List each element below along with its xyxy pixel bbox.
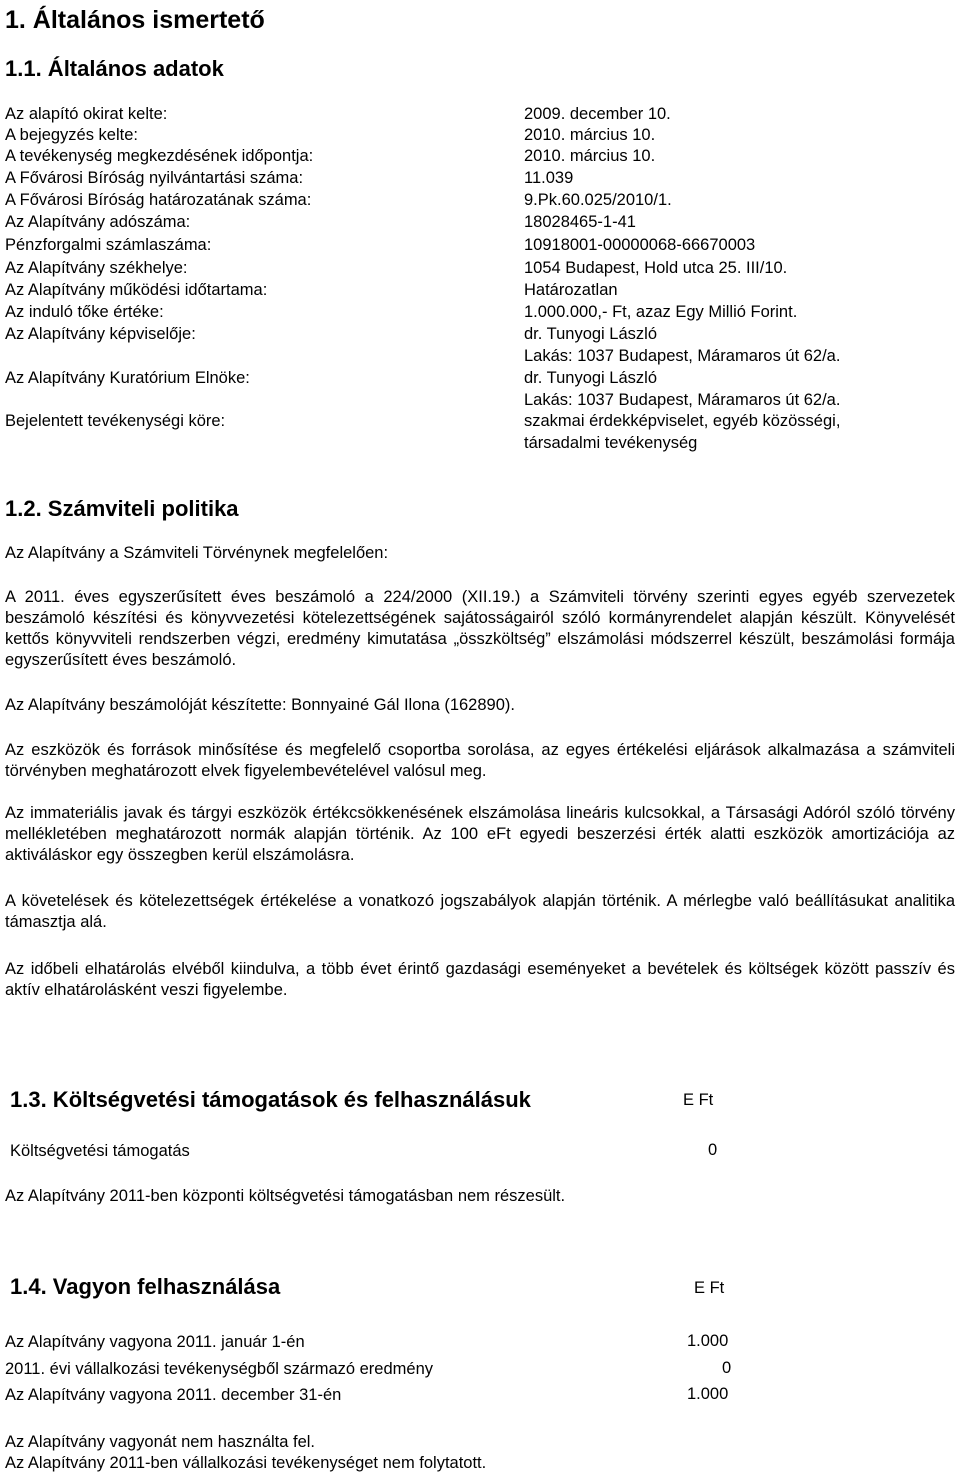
representative-row (5, 324, 955, 368)
row-label: Az alapító okirat kelte: (5, 105, 168, 123)
row-value: 2009. december 10. (524, 105, 671, 123)
asset-row-label: 2011. évi vállalkozási tevékenységből származó eredmény (5, 1360, 434, 1378)
asset-row-value: 1.000 (687, 1385, 729, 1403)
representative-label: Az Alapítvány képviselője: (5, 325, 196, 343)
row-label: Az Alapítvány adószáma: (5, 213, 191, 231)
general-data-row (5, 280, 955, 301)
row-label: Az induló tőke értéke: (5, 303, 164, 321)
representative-name: dr. Tunyogi László (524, 325, 657, 343)
activity-label: Bejelentett tevékenységi köre: (5, 412, 226, 430)
asset-row-value: 1.000 (687, 1332, 729, 1350)
heading-general-description: 1. Általános ismertető (5, 6, 265, 34)
accounting-paragraph: A követelések és kötelezettségek értékelése a vonatkozó jogszabályok alapján történik. A mérlegbe való beállításukat analitika támasztja alá. (5, 892, 955, 931)
general-data-row (5, 146, 955, 167)
row-value: Határozatlan (524, 281, 618, 299)
activity-value-line1: szakmai érdekképviselet, egyéb közösségi, (524, 412, 841, 430)
representative-address: Lakás: 1037 Budapest, Máramaros út 62/a. (524, 347, 841, 365)
unit-label: E Ft (683, 1091, 714, 1109)
accounting-intro: Az Alapítvány a Számviteli Törvénynek megfelelően: (5, 544, 389, 562)
general-data-row (5, 104, 955, 125)
row-value: 11.039 (524, 169, 574, 187)
general-data-row (5, 212, 955, 233)
chairman-row (5, 368, 955, 412)
chairman-address: Lakás: 1037 Budapest, Máramaros út 62/a. (524, 391, 841, 409)
row-label: A Fővárosi Bíróság határozatának száma: (5, 191, 312, 209)
accounting-paragraph: Az eszközök és források minősítése és megfelelő csoportba sorolása, az egyes értékelési eljárások alkalmazása a számviteli törvényben meghatározott elvek figyelembevételével valósul meg. (5, 741, 955, 780)
accounting-paragraph: Az immateriális javak és tárgyi eszközök értékcsökkenésének elszámolása lineáris kulcsokkal, a Társasági Adóról szóló törvény mellékletében meghatározott normák alapján történik. Az 100 eFt egyedi beszerzési érték alatti eszközök amortizációja az aktiváláskor egy összegben kerül elszámolásra. (5, 804, 955, 864)
row-value: 2010. március 10. (524, 126, 656, 144)
general-data-row (5, 235, 955, 256)
heading-general-data: 1.1. Általános adatok (5, 56, 224, 81)
row-value: 10918001-00000068-66670003 (524, 236, 756, 254)
activity-row (5, 411, 955, 455)
closing-line: Az Alapítvány 2011-ben vállalkozási tevékenységet nem folytatott. (5, 1454, 487, 1472)
general-data-row (5, 302, 955, 323)
row-value: 9.Pk.60.025/2010/1. (524, 191, 672, 209)
row-value: 2010. március 10. (524, 147, 656, 165)
general-data-row (5, 190, 955, 211)
row-label: A Fővárosi Bíróság nyilvántartási száma: (5, 169, 304, 187)
asset-row-label: Az Alapítvány vagyona 2011. december 31-én (5, 1386, 342, 1404)
row-label: A tevékenység megkezdésének időpontja: (5, 147, 314, 165)
budget-label: Költségvetési támogatás (10, 1142, 190, 1160)
chairman-label: Az Alapítvány Kuratórium Elnöke: (5, 369, 250, 387)
accounting-paragraph: Az időbeli elhatárolás elvéből kiindulva, a több évet érintő gazdasági eseményeket a bevételek és költségek között passzív és aktív elhatárolásként veszi figyelembe. (5, 960, 955, 999)
general-data-row (5, 125, 955, 146)
unit-label: E Ft (694, 1279, 725, 1297)
heading-asset-usage: 1.4. Vagyon felhasználása (10, 1274, 281, 1299)
general-data-row (5, 258, 955, 279)
asset-row-value: 0 (722, 1359, 732, 1377)
row-label: Az Alapítvány működési időtartama: (5, 281, 268, 299)
budget-value: 0 (708, 1141, 718, 1159)
row-value: 1054 Budapest, Hold utca 25. III/10. (524, 259, 788, 277)
row-label: Az Alapítvány székhelye: (5, 259, 188, 277)
heading-accounting-policy: 1.2. Számviteli politika (5, 496, 239, 521)
row-value: 18028465-1-41 (524, 213, 636, 231)
chairman-name: dr. Tunyogi László (524, 369, 657, 387)
accounting-paragraph: Az Alapítvány beszámolóját készítette: Bonnyainé Gál Ilona (162890). (5, 696, 515, 714)
general-data-row (5, 168, 955, 189)
closing-line: Az Alapítvány vagyonát nem használta fel. (5, 1433, 316, 1451)
budget-note: Az Alapítvány 2011-ben központi költségvetési támogatásban nem részesült. (5, 1187, 566, 1205)
activity-value-line2: társadalmi tevékenység (524, 434, 698, 452)
row-label: Pénzforgalmi számlaszáma: (5, 236, 212, 254)
accounting-paragraph: A 2011. éves egyszerűsített éves beszámoló a 224/2000 (XII.19.) a Számviteli törvény szerinti egyes egyéb szervezetek beszámoló készítési és könyvvezetési kötelezettségének sajátosságairól szóló kormányrendelet alapján készült. Könyvelését kettős könyvviteli rendszerben végzi, eredmény kimutatása „összköltség” elszámolási módszerrel készült, beszámolási formája egyszerűsített éves beszámoló. (5, 588, 955, 669)
row-value: 1.000.000,- Ft, azaz Egy Millió Forint. (524, 303, 798, 321)
row-label: A bejegyzés kelte: (5, 126, 138, 144)
heading-budget-support: 1.3. Költségvetési támogatások és felhasználásuk (10, 1087, 531, 1112)
asset-row-label: Az Alapítvány vagyona 2011. január 1-én (5, 1333, 305, 1351)
